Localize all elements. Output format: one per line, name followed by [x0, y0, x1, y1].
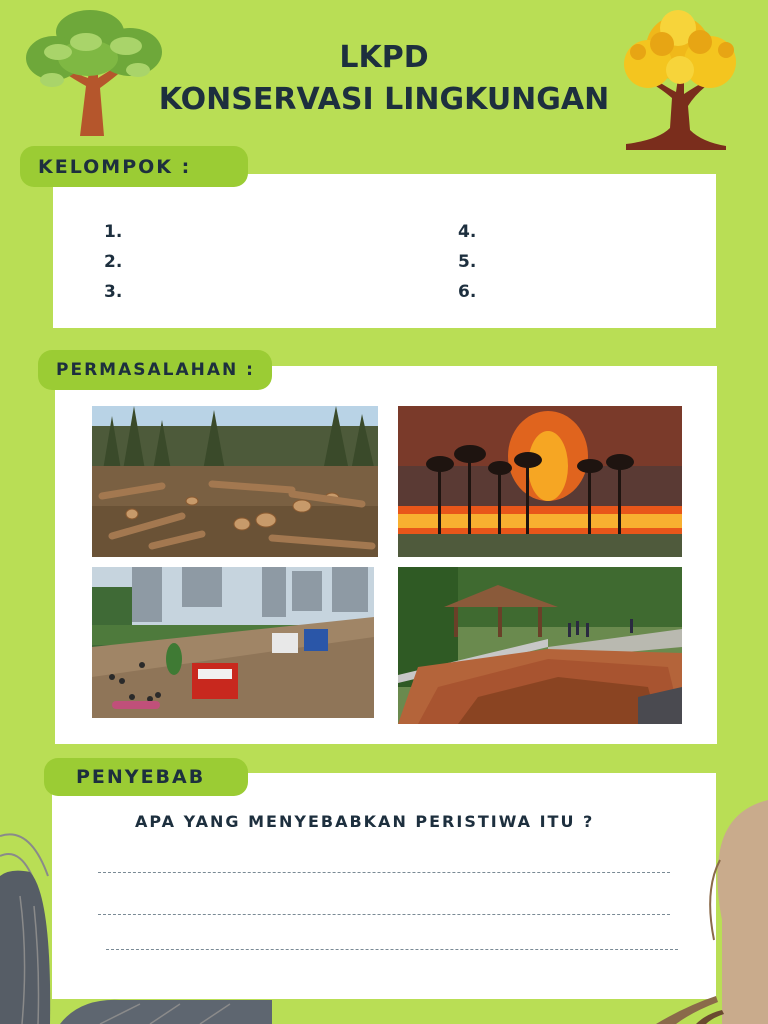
yellow-tree-icon	[608, 8, 748, 150]
title-line2: KONSERVASI LINGKUNGAN	[158, 82, 610, 117]
member-number-6: 6.	[458, 282, 477, 302]
landslide-photo	[398, 567, 682, 724]
answer-line-2[interactable]	[98, 914, 670, 915]
answer-line-1[interactable]	[98, 872, 670, 873]
kelompok-panel	[53, 174, 716, 328]
deforestation-photo	[92, 406, 378, 557]
forest-fire-photo	[398, 406, 682, 557]
title-line1: LKPD	[339, 40, 429, 75]
decorative-hand-icon	[706, 800, 768, 1024]
member-number-3: 3.	[104, 282, 123, 302]
kelompok-tag: KELOMPOK :	[20, 146, 248, 187]
decorative-leaf-bottom-icon	[60, 998, 272, 1024]
flood-photo	[92, 567, 374, 718]
penyebab-tag: PENYEBAB	[44, 758, 248, 796]
member-number-1: 1.	[104, 222, 123, 242]
answer-line-3[interactable]	[106, 949, 678, 950]
decorative-leaf-left-icon	[0, 816, 60, 1024]
decorative-root-icon	[656, 996, 726, 1024]
permasalahan-tag: PERMASALAHAN :	[38, 350, 272, 390]
penyebab-panel	[52, 773, 716, 999]
penyebab-question: APA YANG MENYEBABKAN PERISTIWA ITU ?	[135, 812, 595, 831]
member-number-5: 5.	[458, 252, 477, 272]
green-tree-icon	[18, 6, 168, 138]
member-number-4: 4.	[458, 222, 477, 242]
member-number-2: 2.	[104, 252, 123, 272]
